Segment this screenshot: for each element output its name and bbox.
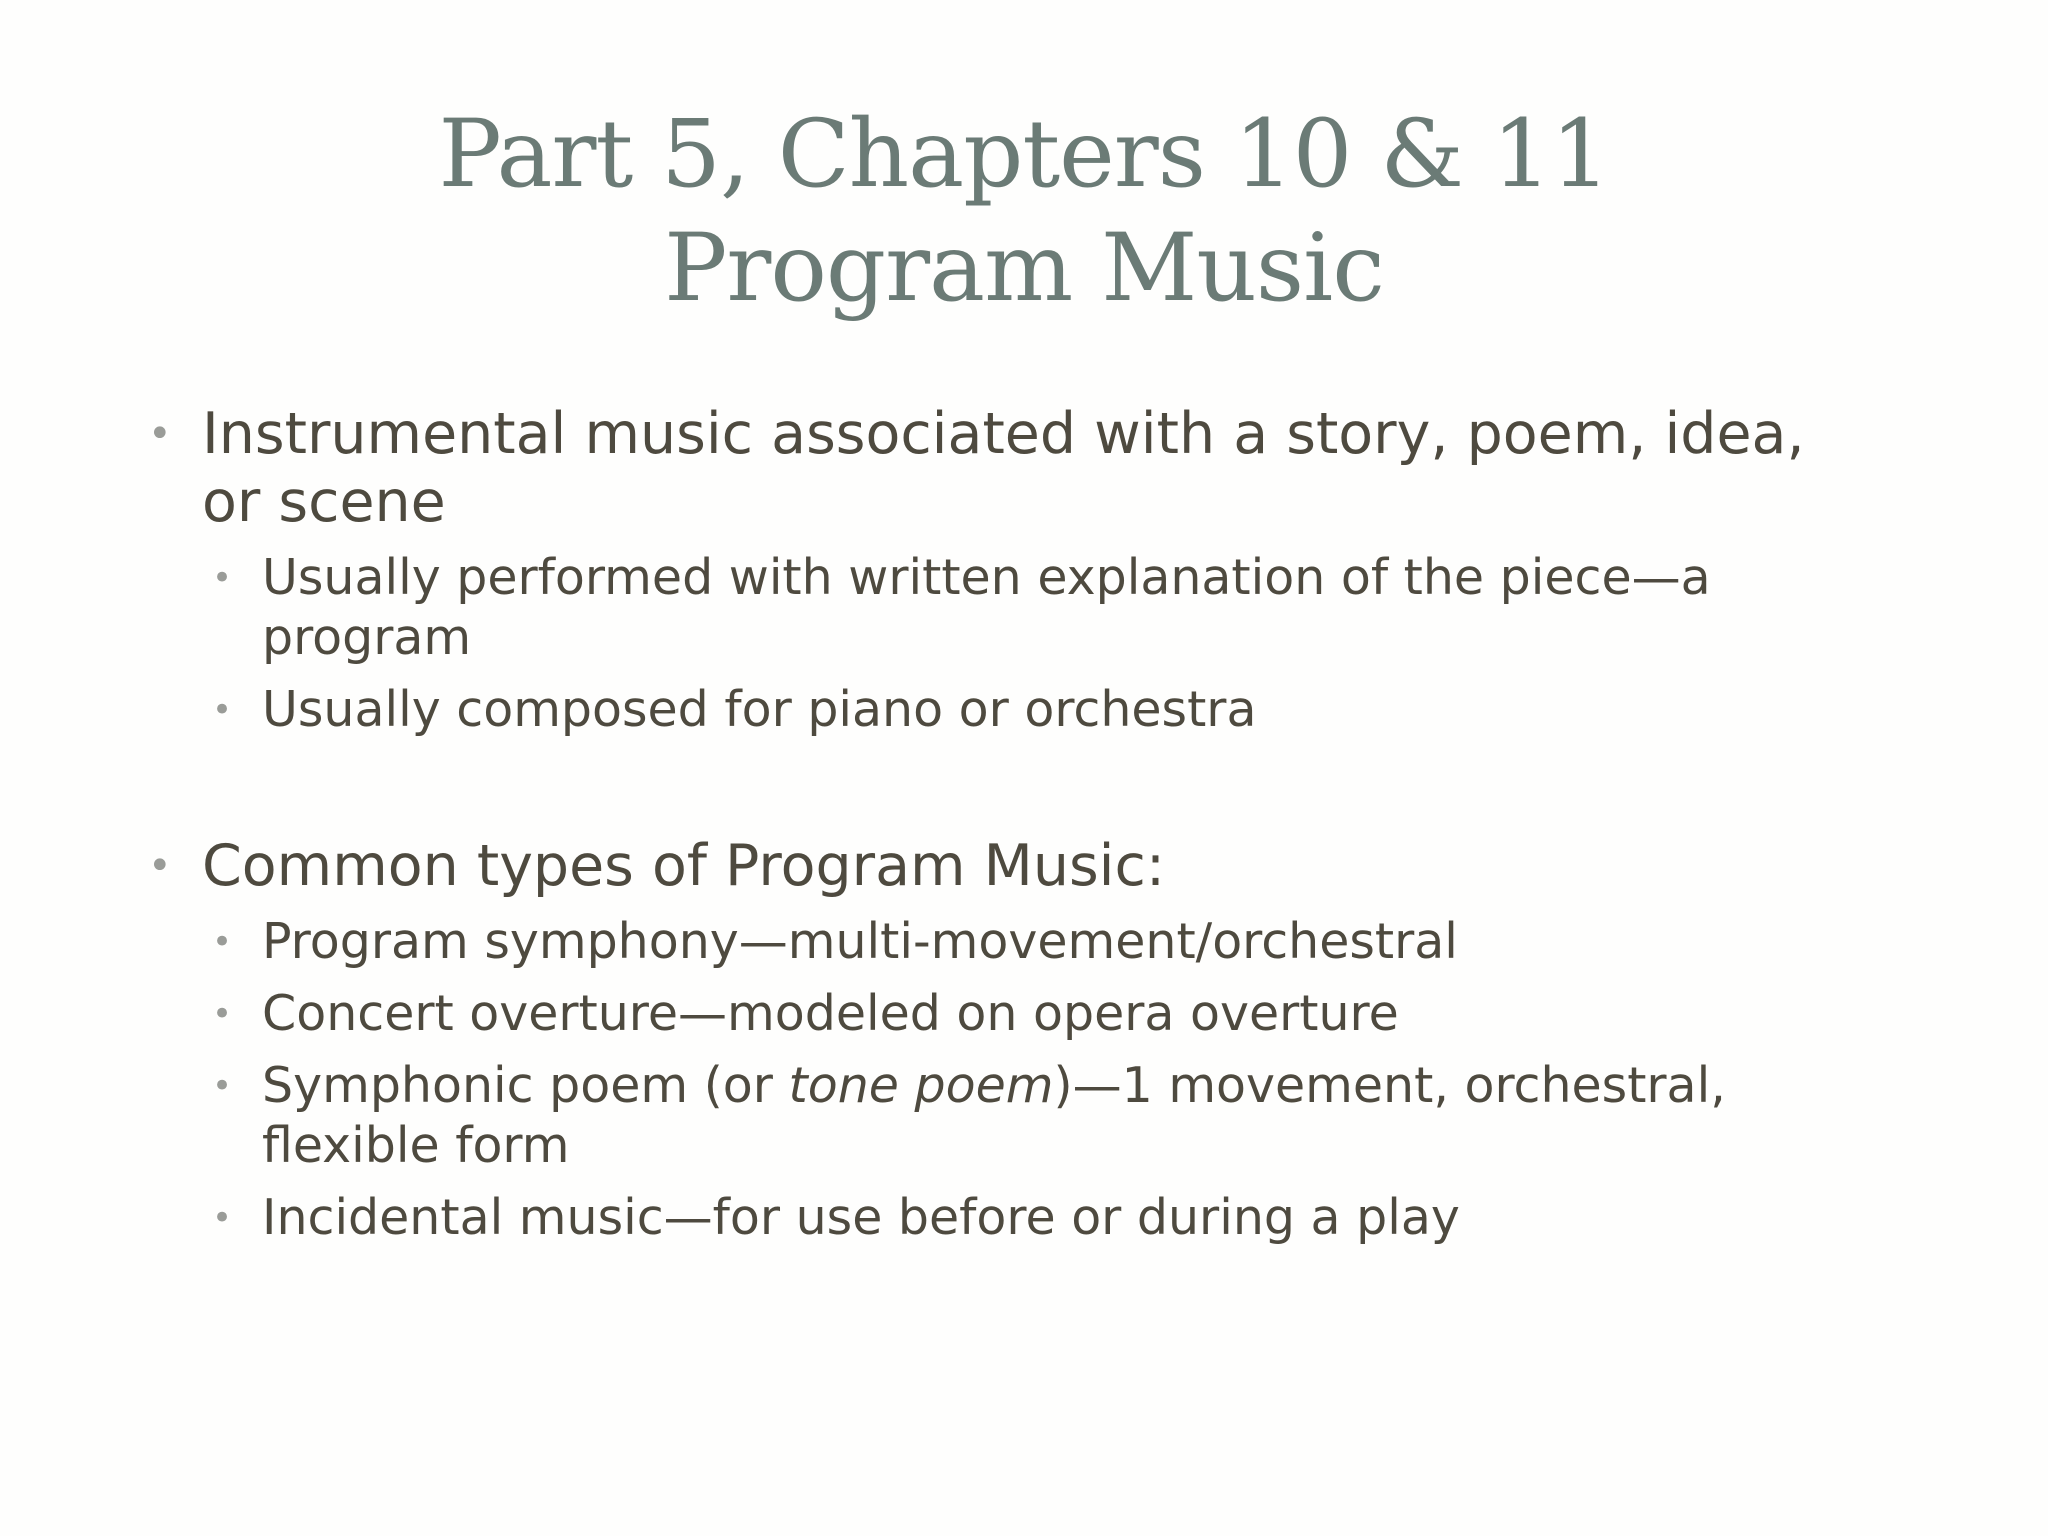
slide-title [0, 98, 2048, 326]
bullet-icon: • [212, 690, 233, 730]
sub-bullet-item [148, 548, 1848, 668]
bullet-item [148, 400, 1848, 536]
sub-bullet-text: Usually composed for piano or orchestra [262, 681, 1257, 738]
sub-bullet-text-before: Symphonic poem (or [262, 1057, 789, 1114]
bullet-icon: • [148, 843, 172, 889]
bullet-icon: • [212, 994, 233, 1034]
bullet-icon: • [148, 411, 172, 457]
title-line-2: Program Music [664, 214, 1384, 323]
sub-bullet-text: Usually performed with written explanation of the piece—a program [262, 549, 1711, 666]
bullet-item [148, 832, 1848, 900]
bullet-text: Common types of Program Music: [202, 833, 1166, 899]
bullet-icon: • [212, 922, 233, 962]
sub-bullet-item [148, 680, 1848, 740]
sub-bullet-text-after: )—1 movement, orchestral, flexible form [262, 1057, 1726, 1174]
bullet-text: Instrumental music associated with a story, poem, idea, or scene [202, 401, 1805, 535]
title-line-1: Part 5, Chapters 10 & 11 [438, 100, 1610, 209]
sub-bullet-item [148, 1188, 1848, 1248]
sub-bullet-text: Incidental music—for use before or during a play [262, 1189, 1460, 1246]
sub-bullet-item [148, 1056, 1848, 1176]
bullet-icon: • [212, 1066, 233, 1106]
slide-body [148, 400, 1848, 1248]
bullet-icon: • [212, 558, 233, 598]
sub-bullet-text-italic: tone poem [788, 1057, 1054, 1114]
bullet-icon: • [212, 1198, 233, 1238]
sub-bullet-item [148, 984, 1848, 1044]
sub-bullet-item [148, 912, 1848, 972]
sub-bullet-text: Program symphony—multi-movement/orchestral [262, 913, 1458, 970]
sub-bullet-text: Concert overture—modeled on opera overture [262, 985, 1399, 1042]
